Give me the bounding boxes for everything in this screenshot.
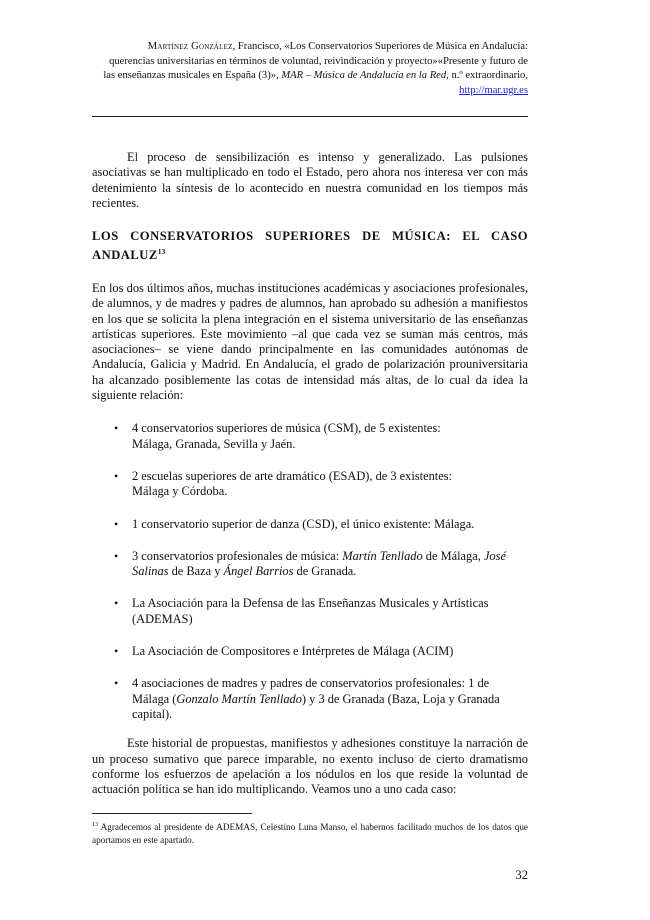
bullet-icon: • (114, 644, 119, 659)
header-line-4 (98, 84, 528, 99)
intro-paragraph: El proceso de sensibilización es intenso y generalizado. Las pulsiones asociativas se han multiplicado en todo el Estado, pero ahora nos interesa ver con más detenimiento la síntesis de lo acontecido en nuestra comunidad en los tiempos más recientes. (92, 150, 528, 210)
header-citation-lead: , Francisco, «Los Conservatorios Superiores de Música en Andalucía: (232, 41, 528, 52)
bullet-icon: • (114, 596, 119, 611)
list-item-text: 4 asociaciones de madres y padres de conservatorios profesionales: 1 de Málaga ( (132, 676, 490, 706)
list-item (92, 421, 528, 452)
list-item-text: 3 conservatorios profesionales de música: (132, 548, 343, 563)
conservatory-name: José Salinas (132, 548, 506, 579)
header-line-3 (98, 69, 528, 84)
list-item (92, 517, 528, 532)
header-line-3-post: n.º extraordinario, (448, 70, 528, 82)
list-item (92, 549, 528, 580)
header-line-2: querencias universitarias en términos de voluntad, reivindicación y proyecto»«Presente y futuro de (109, 55, 528, 67)
list-item-line: 2 escuelas superiores de arte dramático (ESAD), de 3 existentes: (132, 468, 452, 483)
page-number: 32 (515, 868, 528, 882)
list-item (92, 596, 528, 627)
list-item-text: de Málaga, (422, 548, 484, 563)
bullet-icon: • (114, 548, 119, 563)
bullet-icon: • (114, 468, 119, 483)
footnote-reference[interactable]: 13 (157, 247, 166, 257)
footnote-number: 13 (92, 822, 98, 828)
list-item-line: 4 conservatorios superiores de música (CSM), de 5 existentes: (132, 421, 441, 436)
list-item-text: La Asociación para la Defensa de las Enseñanzas Musicales y Artísticas (ADEMAS) (132, 596, 489, 626)
conservatory-name: Ángel Barrios (223, 564, 294, 579)
header-author: Martínez González (147, 41, 233, 52)
bullet-icon: • (114, 421, 119, 436)
institutions-list (92, 421, 528, 722)
list-item-line: Málaga, Granada, Sevilla y Jaén. (132, 436, 296, 451)
conservatory-name: Gonzalo Martín Tenllado (176, 691, 302, 706)
footnote-text: Agradecemos al presidente de ADEMAS, Celestino Luna Manso, el habernos facilitado muchos de los datos que aportamos en este apartado. (92, 822, 528, 845)
section-heading-text: LOS CONSERVATORIOS SUPERIORES DE MÚSICA: EL CASO ANDALUZ (92, 229, 528, 263)
bullet-icon: • (114, 676, 119, 691)
paragraph-2: En los dos últimos años, muchas instituciones académicas y asociaciones profesionales, de alumnos, y de madres y padres de alumnos, han aprobado su adhesión a manifiestos en los que se solicita la plena integración en el sistema universitario de las enseñanzas artísticas superiores. Este movimiento –al que cada vez se suman más centros, más asociaciones– se viene dando principalmente en las comunidades autónomas de Andalucía, Galicia y Madrid. En Andalucía, el grado de polarización prouniversitaria ha alcanzado posiblemente las cotas de intensidad más altas, de lo cual da idea la siguiente relación: (92, 280, 528, 403)
list-item-text: de Baza y (168, 564, 224, 579)
footnote-divider (92, 813, 252, 814)
footnote (92, 819, 528, 846)
list-item-text: de Granada. (293, 564, 357, 579)
header-journal: MAR – Música de Andalucía en la Red, (281, 70, 449, 82)
list-item (92, 644, 528, 659)
list-item (92, 469, 528, 500)
list-item-text: ) y 3 de Granada (Baza, Loja y Granada capital). (132, 691, 500, 721)
list-item-text: La Asociación de Compositores e Intérpretes de Málaga (ACIM) (132, 644, 454, 659)
header-line-3-pre: las enseñanzas musicales en España (3)», (103, 70, 282, 82)
header-divider (92, 116, 528, 117)
body-text (92, 150, 528, 797)
section-heading (92, 229, 528, 264)
list-item (92, 676, 528, 722)
header-line-1 (98, 40, 528, 55)
citation-header (98, 40, 528, 98)
list-item-line: Málaga y Córdoba. (132, 484, 228, 499)
conservatory-name: Martín Tenllado (342, 548, 423, 563)
list-item-text: 1 conservatorio superior de danza (CSD), el único existente: Málaga. (132, 516, 475, 531)
header-url-link[interactable]: http://mar.ugr.es (459, 84, 528, 96)
bullet-icon: • (114, 516, 119, 531)
paragraph-3: Este historial de propuestas, manifiestos y adhesiones constituye la narración de un proceso sumativo que parece imparable, no exento incluso de cierto dramatismo conforme los esfuerzos de apelación a los nódulos en los que reside la voluntad de actuación política se han ido multiplicando. Veamos uno a uno cada caso: (92, 736, 528, 797)
